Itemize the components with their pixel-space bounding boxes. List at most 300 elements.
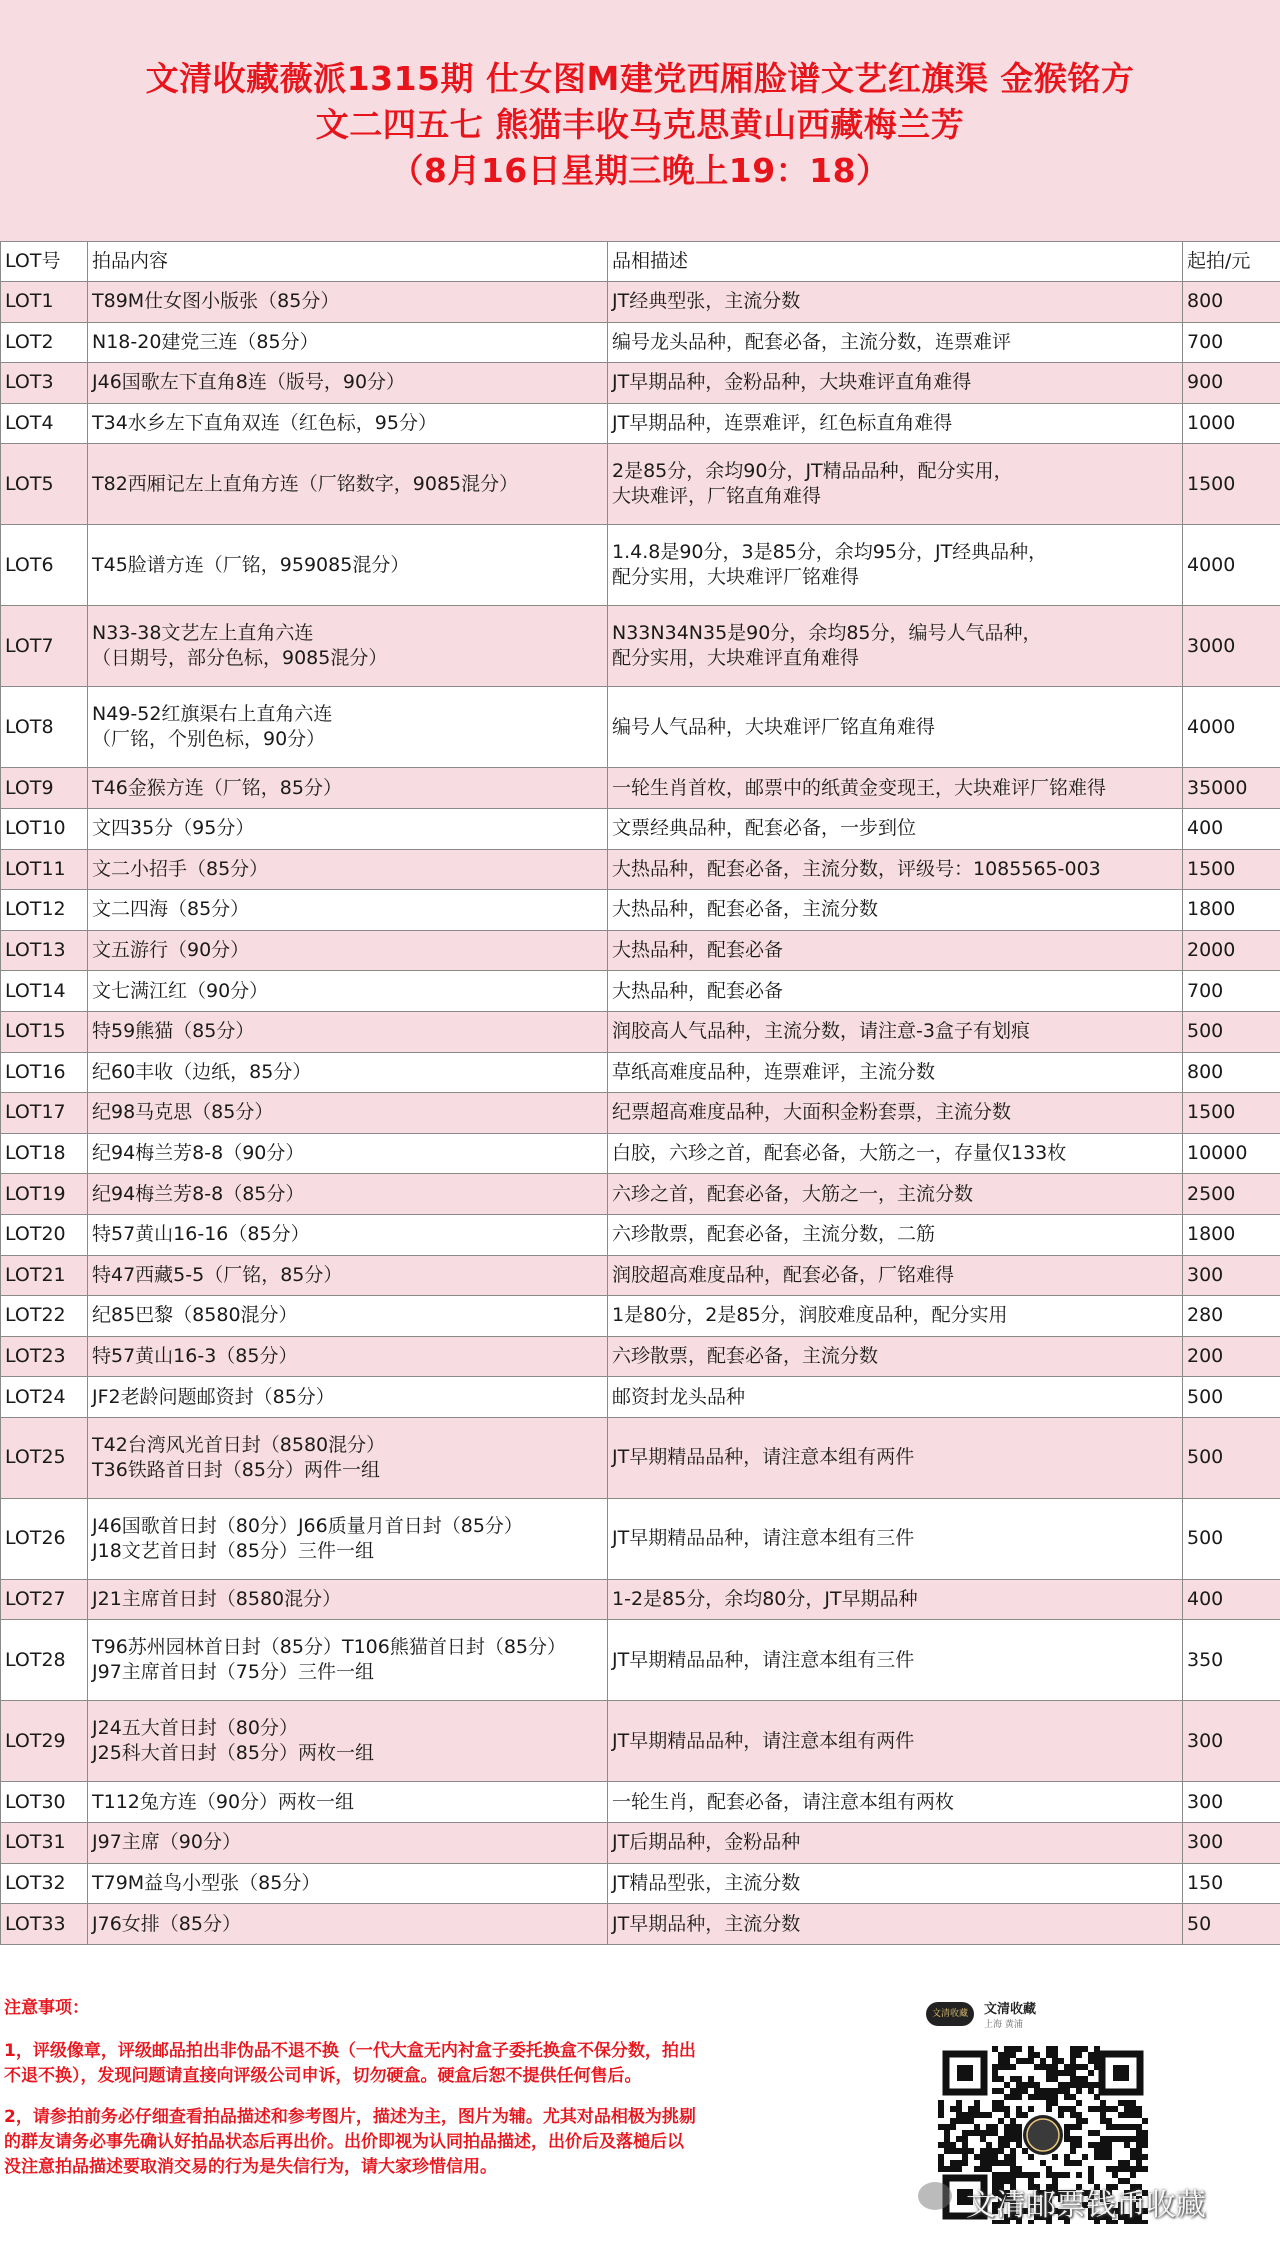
qr-module (1070, 2052, 1076, 2058)
start-price: 1000 (1183, 403, 1280, 444)
qr-module (998, 2148, 1004, 2154)
notes-title: 注意事项： (4, 1998, 89, 2018)
qr-module (1052, 2064, 1058, 2070)
qr-module (1076, 2046, 1082, 2052)
qr-module (998, 2052, 1004, 2058)
qr-module (980, 2148, 986, 2154)
start-price: 900 (1183, 363, 1280, 404)
start-price: 3000 (1183, 606, 1280, 687)
qr-module (1016, 2106, 1022, 2112)
qr-module (1130, 2124, 1136, 2130)
start-price: 700 (1183, 971, 1280, 1012)
lot-number: LOT32 (1, 1863, 88, 1904)
qr-module (1124, 2136, 1130, 2142)
qr-module (998, 2106, 1004, 2112)
start-price: 4000 (1183, 687, 1280, 768)
lot-description-line: 配分实用，大块难评厂铭难得 (612, 566, 860, 589)
lot-content-line: J97主席首日封（75分）三件一组 (92, 1661, 374, 1684)
lot-content-line: 纪94梅兰芳8-8（90分） (92, 1142, 305, 1165)
lot-number: LOT22 (1, 1296, 88, 1337)
qr-module (1076, 2076, 1082, 2082)
lot-content-line: T36铁路首日封（85分）两件一组 (92, 1458, 380, 1481)
start-price: 10000 (1183, 1133, 1280, 1174)
qr-module (1016, 2088, 1022, 2094)
qr-module (1124, 2142, 1130, 2148)
lot-number: LOT21 (1, 1255, 88, 1296)
table-row (1, 890, 1280, 931)
lot-description (608, 1701, 1183, 1782)
qr-module (1082, 2082, 1088, 2088)
qr-module (998, 2142, 1004, 2148)
qr-module (1010, 2094, 1016, 2100)
lot-description-line: 配分实用，大块难评直角难得 (612, 647, 860, 670)
lot-content (88, 606, 608, 687)
lot-content (88, 1336, 608, 1377)
lot-description-line: 编号人气品种，大块难评厂铭直角难得 (612, 715, 936, 738)
lot-content-line: 纪60丰收（边纸，85分） (92, 1060, 312, 1083)
qr-module (1130, 2106, 1136, 2112)
lot-description-line: 大热品种，配套必备 (612, 939, 784, 962)
lot-description (608, 1377, 1183, 1418)
lot-content-line: JF2老龄问题邮资封（85分） (92, 1385, 335, 1408)
lot-content (88, 1011, 608, 1052)
qr-module (980, 2130, 986, 2136)
qr-module (1058, 2082, 1064, 2088)
qr-module (986, 2124, 992, 2130)
qr-module (1136, 2148, 1142, 2154)
qr-module (986, 2112, 992, 2118)
lot-content-line: 特57黄山16-3（85分） (92, 1344, 298, 1367)
lot-content-line: T89M仕女图小版张（85分） (92, 290, 340, 313)
qr-module (992, 2160, 998, 2166)
start-price: 700 (1183, 322, 1280, 363)
qr-module (992, 2106, 998, 2112)
lot-content-line: T46金猴方连（厂铭，85分） (92, 776, 342, 799)
lot-description (608, 768, 1183, 809)
lot-number: LOT31 (1, 1823, 88, 1864)
lot-content (88, 1417, 608, 1498)
qr-module (974, 2166, 980, 2172)
lot-number: LOT3 (1, 363, 88, 404)
qr-module (1076, 2136, 1082, 2142)
table-row (1, 1296, 1280, 1337)
qr-module (968, 2148, 974, 2154)
qr-module (1118, 2112, 1124, 2118)
qr-module (1028, 2058, 1034, 2064)
qr-module (1004, 2124, 1010, 2130)
lot-description (608, 1052, 1183, 1093)
qr-module (1010, 2148, 1016, 2154)
qr-module (1028, 2154, 1034, 2160)
qr-module (1070, 2106, 1076, 2112)
qr-module (980, 2136, 986, 2142)
brand-name: 文清收藏 (984, 2002, 1037, 2017)
qr-module (1046, 2100, 1052, 2106)
lot-content-line: 纪85巴黎（8580混分） (92, 1304, 298, 1327)
lot-description (608, 1498, 1183, 1579)
qr-module (1142, 2118, 1148, 2124)
lot-number: LOT19 (1, 1174, 88, 1215)
qr-module (986, 2148, 992, 2154)
lot-content (88, 1214, 608, 1255)
lot-content (88, 1579, 608, 1620)
lot-description-line: 一轮生肖，配套必备，请注意本组有两枚 (612, 1790, 955, 1813)
lot-description-line: 1.4.8是90分，3是85分，余均95分，JT经典品种， (612, 541, 1048, 564)
qr-module (1034, 2052, 1040, 2058)
table-row (1, 444, 1280, 525)
qr-module (974, 2130, 980, 2136)
qr-module (968, 2106, 974, 2112)
lot-number: LOT14 (1, 971, 88, 1012)
wechat-icon (918, 2182, 952, 2210)
table-row (1, 930, 1280, 971)
qr-module (1016, 2058, 1022, 2064)
lot-description-line: JT早期精品品种，请注意本组有两件 (612, 1729, 915, 1752)
lot-content (88, 1498, 608, 1579)
lot-content-line: 特59熊猫（85分） (92, 1020, 255, 1043)
qr-module (1064, 2064, 1070, 2070)
qr-module (1040, 2058, 1046, 2064)
table-row (1, 1011, 1280, 1052)
lot-description (608, 1133, 1183, 1174)
col-header-price: 起拍/元 (1183, 242, 1280, 282)
lot-description-line: 大热品种，配套必备，主流分数 (612, 898, 879, 921)
title-line-2: 文二四五七 熊猫丰收马克思黄山西藏梅兰芳 (315, 105, 965, 144)
qr-module (992, 2076, 998, 2082)
qr-module (956, 2166, 962, 2172)
qr-module (1142, 2154, 1148, 2160)
lot-content (88, 1052, 608, 1093)
lot-description-line: JT早期精品品种，请注意本组有两件 (612, 1446, 915, 1469)
qr-module (1070, 2082, 1076, 2088)
lot-description (608, 1255, 1183, 1296)
note-line: 2，请参拍前务必仔细查看拍品描述和参考图片，描述为主，图片为辅。尤其对品相极为挑剔 (4, 2107, 696, 2127)
lot-content-line: J24五大首日封（80分） (92, 1717, 298, 1740)
lot-content (88, 1782, 608, 1823)
qr-module (1076, 2118, 1082, 2124)
qr-module (1136, 2160, 1142, 2166)
qr-module (1130, 2112, 1136, 2118)
lot-number: LOT10 (1, 808, 88, 849)
qr-module (1100, 2118, 1106, 2124)
qr-module (1010, 2154, 1016, 2160)
qr-module (1004, 2046, 1010, 2052)
qr-module (1046, 2088, 1052, 2094)
qr-module (998, 2136, 1004, 2142)
lot-description-line: JT早期品种，主流分数 (612, 1912, 801, 1935)
qr-module (944, 2142, 950, 2148)
table-row (1, 322, 1280, 363)
lot-description (608, 282, 1183, 323)
table-row (1, 1052, 1280, 1093)
lot-description (608, 1620, 1183, 1701)
start-price: 35000 (1183, 768, 1280, 809)
qr-module (998, 2058, 1004, 2064)
lot-description-line: 1-2是85分，余均80分，JT早期品种 (612, 1588, 918, 1611)
qr-module (974, 2100, 980, 2106)
lot-content (88, 363, 608, 404)
qr-module (1004, 2064, 1010, 2070)
lot-description-line: 邮资封龙头品种 (612, 1385, 746, 1408)
lot-content-line: 特47西藏5-5（厂铭，85分） (92, 1263, 343, 1286)
lot-description (608, 849, 1183, 890)
table-row (1, 1336, 1280, 1377)
lot-number: LOT8 (1, 687, 88, 768)
lot-description-line: 纪票超高难度品种，大面积金粉套票，主流分数 (612, 1101, 1012, 1124)
lot-description-line: JT早期精品品种，请注意本组有三件 (612, 1648, 915, 1671)
lot-description-line: JT早期精品品种，请注意本组有三件 (612, 1527, 915, 1550)
lot-number: LOT28 (1, 1620, 88, 1701)
lot-description (608, 1782, 1183, 1823)
qr-module (1010, 2052, 1016, 2058)
lot-description (608, 403, 1183, 444)
col-header-content: 拍品内容 (88, 242, 608, 282)
qr-module (1100, 2154, 1106, 2160)
qr-module (950, 2118, 956, 2124)
lot-description (608, 1174, 1183, 1215)
lot-number: LOT4 (1, 403, 88, 444)
lot-content (88, 1701, 608, 1782)
watermark (918, 2178, 1278, 2223)
table-row (1, 1377, 1280, 1418)
table-row (1, 1863, 1280, 1904)
lot-description (608, 444, 1183, 525)
lot-number: LOT1 (1, 282, 88, 323)
qr-module (1064, 2160, 1070, 2166)
lot-content-line: N49-52红旗渠右上直角六连 (92, 703, 333, 726)
qr-module (998, 2118, 1004, 2124)
lot-number: LOT20 (1, 1214, 88, 1255)
table-row (1, 849, 1280, 890)
qr-module (1010, 2064, 1016, 2070)
qr-module (1136, 2154, 1142, 2160)
start-price: 1500 (1183, 444, 1280, 525)
note-item-2 (4, 2105, 824, 2180)
note-line: 的群友请务必事先确认好拍品状态后再出价。出价即视为认同拍品描述，出价后及落槌后以 (4, 2132, 684, 2152)
table-row (1, 1823, 1280, 1864)
qr-module (998, 2064, 1004, 2070)
lot-content-line: T112兔方连（90分）两枚一组 (92, 1790, 355, 1813)
lot-content (88, 1133, 608, 1174)
qr-module (1112, 2136, 1118, 2142)
qr-module (1130, 2136, 1136, 2142)
lot-description-line: JT后期品种，金粉品种 (612, 1831, 801, 1854)
lot-description-line: 白胶，六珍之首，配套必备，大筋之一，存量仅133枚 (612, 1142, 1067, 1165)
qr-module (1022, 2058, 1028, 2064)
qr-module (1016, 2130, 1022, 2136)
qr-module (1070, 2112, 1076, 2118)
lot-description (608, 1093, 1183, 1134)
qr-module (1022, 2082, 1028, 2088)
lot-number: LOT18 (1, 1133, 88, 1174)
start-price: 1800 (1183, 890, 1280, 931)
start-price: 1500 (1183, 849, 1280, 890)
qr-module (1016, 2076, 1022, 2082)
qr-module (1130, 2148, 1136, 2154)
lot-description-line: 润胶高人气品种，主流分数，请注意-3盒子有划痕 (612, 1020, 1030, 1043)
table-row (1, 1174, 1280, 1215)
qr-module (1016, 2094, 1022, 2100)
notes-text (4, 1996, 824, 2196)
qr-module (1082, 2076, 1088, 2082)
qr-module (968, 2130, 974, 2136)
lot-description-line: 六珍散票，配套必备，主流分数，二筋 (612, 1223, 936, 1246)
qr-module (1094, 2130, 1100, 2136)
lot-content-line: 特57黄山16-16（85分） (92, 1223, 310, 1246)
table-row (1, 1701, 1280, 1782)
qr-module (1070, 2064, 1076, 2070)
lot-content-line: 文五游行（90分） (92, 939, 250, 962)
qr-module (1016, 2166, 1022, 2172)
qr-module (1136, 2142, 1142, 2148)
lot-table (0, 241, 1280, 1945)
table-row (1, 1255, 1280, 1296)
qr-module (986, 2142, 992, 2148)
qr-module (1124, 2112, 1130, 2118)
lot-description (608, 363, 1183, 404)
qr-module (1100, 2112, 1106, 2118)
qr-module (974, 2124, 980, 2130)
table-row (1, 1620, 1280, 1701)
start-price: 50 (1183, 1904, 1280, 1945)
lot-description (608, 1336, 1183, 1377)
watermark-text: 文清邮票钱币收藏 (966, 2188, 1206, 2223)
lot-number: LOT5 (1, 444, 88, 525)
qr-module (956, 2160, 962, 2166)
lot-description (608, 322, 1183, 363)
qr-module (1022, 2088, 1028, 2094)
qr-module (938, 2142, 944, 2148)
table-row (1, 1133, 1280, 1174)
qr-module (944, 2124, 950, 2130)
qr-module (1004, 2094, 1010, 2100)
qr-module (1112, 2106, 1118, 2112)
qr-module (1124, 2166, 1130, 2172)
qr-module (992, 2124, 998, 2130)
qr-module (956, 2112, 962, 2118)
start-price: 300 (1183, 1823, 1280, 1864)
lot-content-line: J25科大首日封（85分）两枚一组 (92, 1742, 374, 1765)
lot-description (608, 1579, 1183, 1620)
start-price: 800 (1183, 1052, 1280, 1093)
qr-module (1010, 2088, 1016, 2094)
note-line: 1，评级像章，评级邮品拍出非伪品不退不换（一代大盒无内衬盒子委托换盒不保分数，拍出 (4, 2041, 696, 2061)
lot-description (608, 606, 1183, 687)
qr-module (1046, 2052, 1052, 2058)
qr-module (956, 2118, 962, 2124)
lot-description-line: 大热品种，配套必备，主流分数，评级号：1085565-003 (612, 857, 1101, 880)
lot-content-line: N33-38文艺左上直角六连 (92, 622, 314, 645)
start-price: 1800 (1183, 1214, 1280, 1255)
qr-module (1070, 2124, 1076, 2130)
qr-module (1136, 2106, 1142, 2112)
qr-module (938, 2100, 944, 2106)
lot-description-line: 六珍散票，配套必备，主流分数 (612, 1344, 879, 1367)
qr-module (1100, 2136, 1106, 2142)
qr-module (1064, 2094, 1070, 2100)
lot-number: LOT30 (1, 1782, 88, 1823)
lot-content-line: N18-20建党三连（85分） (92, 330, 319, 353)
table-row (1, 1214, 1280, 1255)
qr-module (938, 2106, 944, 2112)
qr-module (1034, 2094, 1040, 2100)
qr-module (950, 2106, 956, 2112)
table-row (1, 768, 1280, 809)
qr-module (1094, 2154, 1100, 2160)
start-price: 2500 (1183, 1174, 1280, 1215)
qr-module (1136, 2130, 1142, 2136)
qr-module (1046, 2094, 1052, 2100)
lot-content-line: J76女排（85分） (92, 1912, 241, 1935)
lot-description (608, 1214, 1183, 1255)
table-row (1, 606, 1280, 687)
lot-content-line: 文二小招手（85分） (92, 857, 269, 880)
qr-module (1100, 2100, 1106, 2106)
qr-module (938, 2112, 944, 2118)
lot-content (88, 890, 608, 931)
qr-module (1136, 2124, 1142, 2130)
table-row (1, 1498, 1280, 1579)
qr-module (1034, 2064, 1040, 2070)
qr-module (1088, 2052, 1094, 2058)
lot-description-line: 大块难评，厂铭直角难得 (612, 485, 822, 508)
note-line: 没注意拍品描述要取消交易的行为是失信行为，请大家珍惜信用。 (4, 2157, 497, 2177)
lot-content-line: T45脸谱方连（厂铭，959085混分） (92, 553, 410, 576)
lot-content (88, 282, 608, 323)
qr-module (968, 2118, 974, 2124)
table-row (1, 1417, 1280, 1498)
lot-number: LOT33 (1, 1904, 88, 1945)
lot-description (608, 890, 1183, 931)
start-price: 200 (1183, 1336, 1280, 1377)
qr-module (1028, 2052, 1034, 2058)
qr-module (1058, 2058, 1064, 2064)
qr-module (1016, 2124, 1022, 2130)
lot-content-line: 纪94梅兰芳8-8（85分） (92, 1182, 305, 1205)
qr-module (1118, 2166, 1124, 2172)
qr-module (1082, 2046, 1088, 2052)
qr-module (944, 2130, 950, 2136)
qr-module (956, 2106, 962, 2112)
qr-module (1076, 2052, 1082, 2058)
start-price: 400 (1183, 1579, 1280, 1620)
qr-module (1136, 2136, 1142, 2142)
brand-subtitle: 上海 黄浦 (984, 2020, 1023, 2030)
lot-number: LOT9 (1, 768, 88, 809)
qr-module (962, 2148, 968, 2154)
start-price: 300 (1183, 1701, 1280, 1782)
qr-module (1004, 2154, 1010, 2160)
qr-module (950, 2124, 956, 2130)
qr-module (1106, 2106, 1112, 2112)
qr-module (992, 2148, 998, 2154)
lot-content (88, 403, 608, 444)
lot-content (88, 1620, 608, 1701)
qr-module (1052, 2076, 1058, 2082)
lot-content-line: （日期号，部分色标，9085混分） (92, 647, 388, 670)
qr-module (1004, 2058, 1010, 2064)
qr-module (980, 2112, 986, 2118)
lot-description (608, 971, 1183, 1012)
lot-number: LOT16 (1, 1052, 88, 1093)
qr-module (1010, 2118, 1016, 2124)
lot-number: LOT15 (1, 1011, 88, 1052)
lot-number: LOT6 (1, 525, 88, 606)
table-row (1, 525, 1280, 606)
qr-module (1064, 2136, 1070, 2142)
qr-module (992, 2130, 998, 2136)
lot-description-line: 文票经典品种，配套必备，一步到位 (612, 817, 917, 840)
